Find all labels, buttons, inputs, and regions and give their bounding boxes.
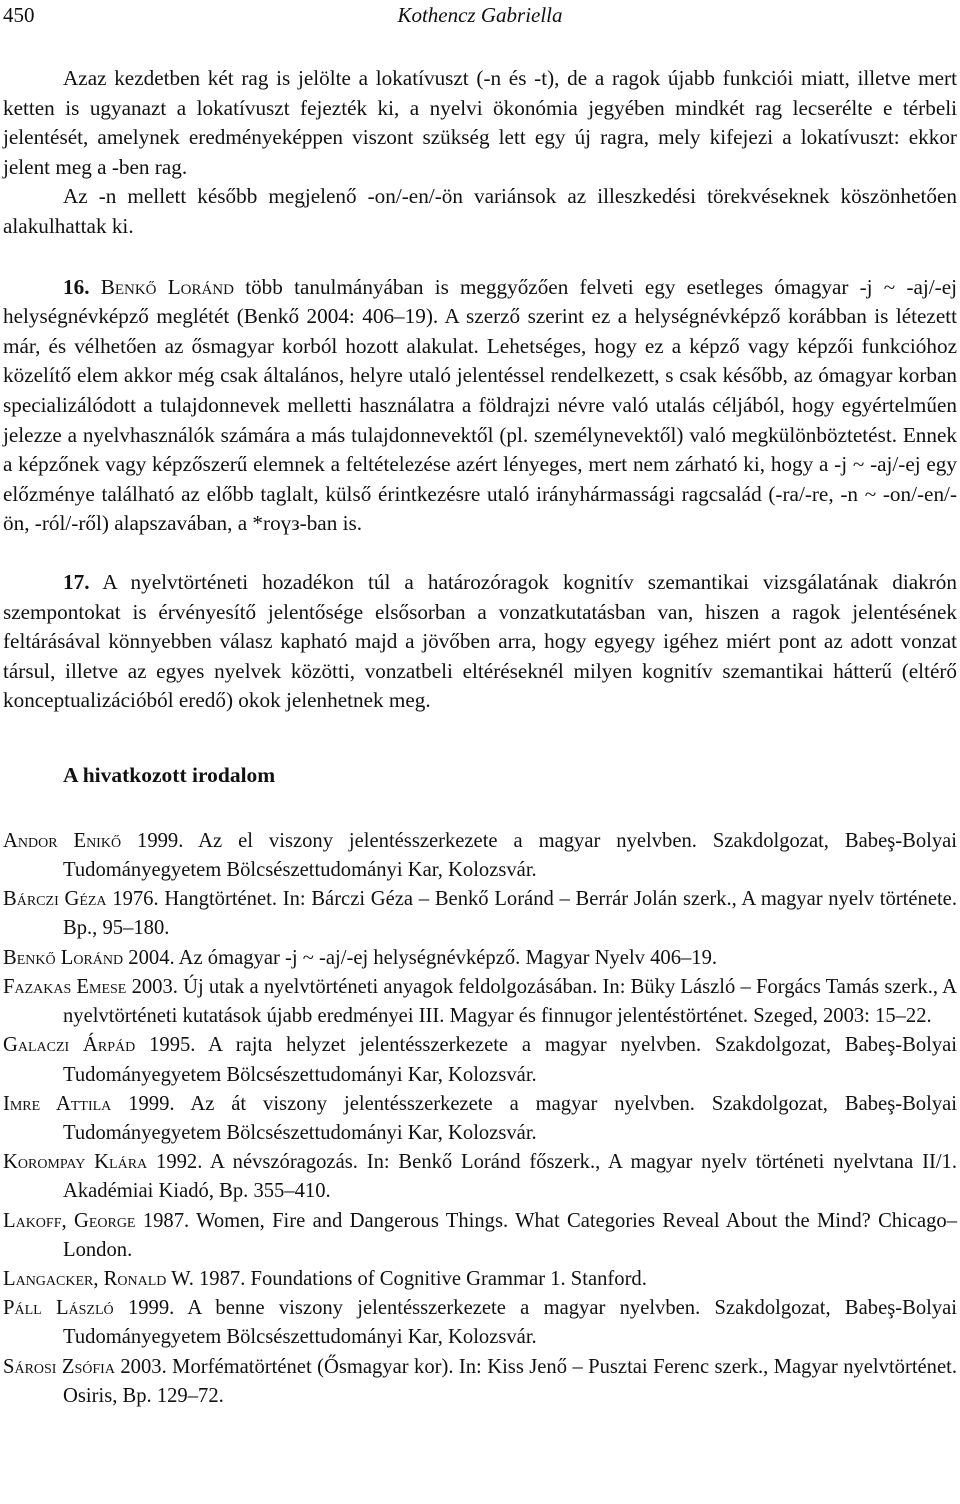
reference-text: 1999. Az át viszony jelentésszerkezete a magyar nyelvben. Szakdolgozat, Babeş-Bolyai Tudományegyetem Bölcsészettudományi Kar, Kolozsvár. (63, 1092, 957, 1144)
reference-entry (3, 885, 957, 943)
reference-author: Langacker, Ronald (3, 1267, 167, 1290)
reference-text: 1995. A rajta helyzet jelentésszerkezete a magyar nyelvben. Szakdolgozat, Babeş-Bolyai Tudományegyetem Bölcsészettudományi Kar, Kolozsvár. (63, 1034, 957, 1086)
note-text: A nyelvtörténeti hozadékon túl a határozóragok kognitív szemantikai vizsgálatának diakrón szempontokat is érvényesítő jelentősége elsősorban a vonzatkutatásban van, hiszen a ragok jelentésének feltárásával könnyebben válasz kapható majd a jövőben arra, hogy egyegy igéhez miért pont az adott vonzat társul, illetve az egyes nyelvek közötti, vonzatbeli eltéréseknél milyen kognitív szemantikai hátterű (eltérő konceptualizációból eredő) okok jelenhetnek meg. (3, 569, 957, 713)
note-17 (3, 568, 957, 716)
body-paragraph-2: Az -n mellett később megjelenő -on/-en/-ön variánsok az illeszkedési törekvéseknek köszönhetően alakulhattak ki. (3, 184, 957, 238)
reference-entry (3, 1294, 957, 1352)
reference-text: 1987. Women, Fire and Dangerous Things. What Categories Reveal About the Mind? Chicago–London. (63, 1209, 957, 1261)
reference-entry (3, 827, 957, 885)
document-page (3, 0, 957, 1411)
reference-author: Andor Enikő (3, 829, 122, 852)
reference-entry (3, 1265, 957, 1294)
reference-text: 2004. Az ómagyar -j ~ -aj/-ej helységnévképző. Magyar Nyelv 406–19. (128, 946, 718, 969)
reference-author: Bárczi Géza (3, 888, 107, 911)
reference-author: Fazakas Emese (3, 975, 127, 998)
note-number: 16. (63, 274, 90, 299)
note-number: 17. (63, 569, 90, 594)
reference-author: Korompay Klára (3, 1151, 148, 1174)
reference-entry (3, 973, 957, 1031)
reference-author: Benkő Loránd (3, 946, 124, 969)
references-heading: A hivatkozott irodalom (63, 762, 276, 787)
page-number: 450 (3, 3, 35, 27)
note-16 (3, 273, 957, 539)
reference-author: Galaczi Árpád (3, 1034, 136, 1057)
reference-entry (3, 944, 957, 973)
reference-text: 1976. Hangtörténet. In: Bárczi Géza – Benkő Loránd – Berrár Jolán szerk., A magyar nyelv története. Bp., 95–180. (63, 888, 957, 940)
reference-entry (3, 1031, 957, 1089)
reference-text: 1999. Az el viszony jelentésszerkezete a magyar nyelvben. Szakdolgozat, Babeş-Bolyai Tudományegyetem Bölcsészettudományi Kar, Kolozsvár. (63, 829, 957, 882)
body-paragraph-1: Azaz kezdetben két rag is jelölte a lokatívuszt (-n és -t), de a ragok újabb funkciói miatt, illetve mert ketten is ugyanazt a lokatívuszt fejezték ki, a nyelvi ökonómia jegyében mindkét rag lecserélte e térbeli jelentését, amelynek eredményeképpen viszont szükség lett egy új ragra, mely kifejezi a lokatívuszt: ekkor jelent meg a -ben rag. (3, 66, 957, 179)
reference-author: Sárosi Zsófia (3, 1355, 115, 1378)
reference-entry (3, 1353, 957, 1411)
reference-author: Lakoff, George (3, 1209, 136, 1232)
reference-text: 1999. A benne viszony jelentésszerkezete a magyar nyelvben. Szakdolgozat, Babeş-Bolyai Tudományegyetem Bölcsészettudományi Kar, Kolozsvár. (63, 1297, 957, 1349)
note-author: Benkő Loránd (100, 274, 234, 299)
reference-author: Páll László (3, 1297, 114, 1320)
reference-author: Imre Attila (3, 1092, 112, 1115)
note-text: több tanulmányában is meggyőzően felveti egy esetleges ómagyar -j ~ -aj/-ej helységnévképző meglétét (Benkő 2004: 406–19). A szerző szerint ez a helységnévképző korábban is létezett már, és vélhetően az ősmagyar korból hozott alakulat. Lehetséges, hogy ez a képző vagy képzői funkcióhoz közelítő elem akkor még csak általános, helyre utaló jelentéssel rendelkezett, s csak később, az ómagyar korban specializálódott a tulajdonnevek melletti használatra a földrajzi névre való utalás céljából, hogy egyértelműen jelezze a nyelvhasználók számára a más tulajdonnevektől (pl. személynevektől) való megkülönböztetést. Ennek a képzőnek vagy képzőszerű elemnek a feltételezése azért lényeges, mert nem zárható ki, hogy a -j ~ -aj/-ej egy előzménye található az előbb taglalt, külső érintkezésre utaló irányhármassági ragcsalád (-ra/-re, -n ~ -on/-en/-ön, -ról/-ről) alapszavában, a *roүз-ban is. (3, 274, 958, 536)
reference-text: 2003. Új utak a nyelvtörténeti anyagok feldolgozásában. In: Büky László – Forgács Tamás szerk., A nyelvtörténeti kutatások újabb eredményei III. Magyar és finnugor jelentéstörténet. Szeged, 2003: 15–22. (63, 975, 957, 1028)
page-header (3, 0, 957, 34)
reference-entry (3, 1207, 957, 1265)
reference-text: W. 1987. Foundations of Cognitive Grammar 1. Stanford. (171, 1267, 647, 1290)
reference-text: 2003. Morfématörténet (Ősmagyar kor). In: Kiss Jenő – Pusztai Ferenc szerk., Magyar nyelvtörténet. Osiris, Bp. 129–72. (63, 1355, 957, 1407)
reference-text: 1992. A névszóragozás. In: Benkő Loránd főszerk., A magyar nyelv történeti nyelvtana II/1. Akadémiai Kiadó, Bp. 355–410. (63, 1151, 958, 1203)
reference-entry (3, 1090, 957, 1148)
running-head: Kothencz Gabriella (397, 3, 563, 27)
reference-list (3, 827, 957, 1411)
reference-entry (3, 1148, 957, 1206)
